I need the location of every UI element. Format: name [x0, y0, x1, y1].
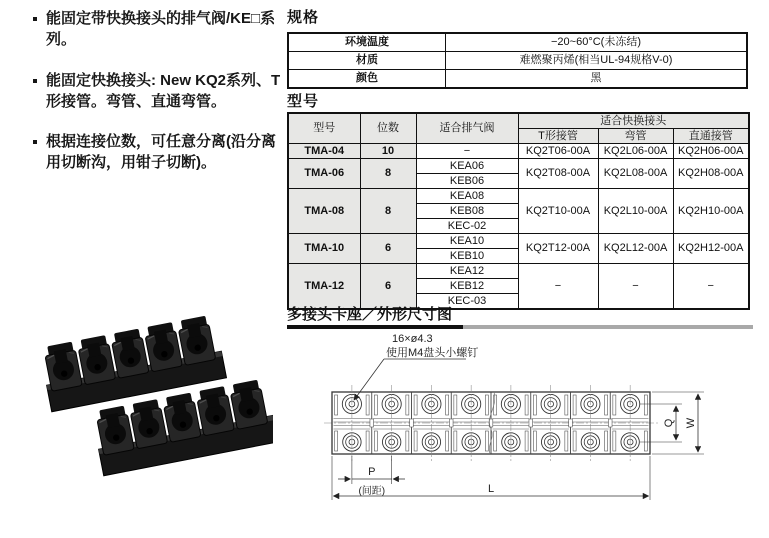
- cell-valve: KEC-03: [416, 294, 518, 310]
- table-row: [288, 52, 747, 70]
- spec-section-title: 规格: [287, 9, 320, 26]
- dim-p-label: P: [368, 466, 376, 478]
- outline-section-title: 多接头卡座／外形尺寸图: [287, 306, 453, 323]
- bullet-icon: [33, 140, 37, 144]
- model-section-title: 型号: [287, 93, 320, 110]
- spec-label: 环境温度: [288, 33, 446, 52]
- screw-label: 使用M4盘头小螺钉: [386, 347, 479, 359]
- dim-p-sub-label: (间距): [358, 486, 386, 497]
- spec-table: [287, 32, 748, 89]
- title-underline-gray: [463, 325, 753, 329]
- col-header-positions: 位数: [360, 113, 416, 144]
- cell-positions: 6: [360, 264, 416, 310]
- cell-valve: −: [416, 144, 518, 159]
- dim-q-label: Q: [663, 418, 675, 428]
- dimension-p: [338, 456, 405, 497]
- cell-valve: KEB06: [416, 174, 518, 189]
- spec-label: 材质: [288, 52, 446, 70]
- cell-tee: KQ2T06-00A: [518, 144, 598, 159]
- spec-value: 黑: [446, 70, 748, 89]
- cell-model: TMA-06: [288, 159, 360, 189]
- cell-straight: KQ2H12-00A: [673, 234, 749, 264]
- holder-strip-photo-back: [39, 314, 226, 412]
- cell-valve: KEA12: [416, 264, 518, 279]
- table-row: [288, 189, 749, 204]
- col-header-model: 型号: [288, 113, 360, 144]
- cell-elbow: KQ2L12-00A: [598, 234, 673, 264]
- cell-elbow: KQ2L08-00A: [598, 159, 673, 189]
- feature-item: [33, 70, 283, 113]
- cell-positions: 8: [360, 159, 416, 189]
- bullet-icon: [33, 79, 37, 83]
- holder-strip-front-view: [324, 385, 658, 461]
- cell-valve: KEC-02: [416, 219, 518, 234]
- feature-text: 根据连接位数，可任意分离(沿分离用切断沟，用钳子切断)。: [46, 133, 276, 172]
- spec-label: 颜色: [288, 70, 446, 89]
- cell-elbow: −: [598, 264, 673, 310]
- cell-model: TMA-08: [288, 189, 360, 234]
- cell-valve: KEB10: [416, 249, 518, 264]
- cell-straight: −: [673, 264, 749, 310]
- cell-positions: 10: [360, 144, 416, 159]
- col-header-valve: 适合排气阀: [416, 113, 518, 144]
- feature-item: [33, 8, 283, 51]
- col-header-elbow: 弯管: [598, 129, 673, 144]
- dimension-drawing: [288, 330, 758, 530]
- dimension-w: [652, 392, 704, 454]
- cell-elbow: KQ2L06-00A: [598, 144, 673, 159]
- feature-item: [33, 131, 283, 174]
- title-underline-black: [287, 325, 463, 329]
- bullet-icon: [33, 17, 37, 21]
- cell-straight: KQ2H08-00A: [673, 159, 749, 189]
- feature-text: 能固定带快换接头的排气阀/KE□系列。: [46, 10, 276, 49]
- cell-tee: −: [518, 264, 598, 310]
- cell-model: TMA-04: [288, 144, 360, 159]
- table-row: [288, 159, 749, 174]
- cell-valve: KEB08: [416, 204, 518, 219]
- col-header-fittings-group: 适合快换接头: [518, 113, 749, 129]
- cell-valve: KEA06: [416, 159, 518, 174]
- cell-elbow: KQ2L10-00A: [598, 189, 673, 234]
- table-header-row: [288, 113, 749, 129]
- dim-l-label: L: [487, 483, 495, 495]
- table-row: [288, 70, 747, 89]
- dim-w-label: W: [685, 417, 697, 429]
- feature-text: 能固定快换接头: New KQ2系列、T形接管。弯管、直通弯管。: [46, 71, 281, 110]
- spec-value: 难燃聚丙烯(相当UL-94规格V-0): [446, 52, 748, 70]
- cell-positions: 8: [360, 189, 416, 234]
- table-row: [288, 264, 749, 279]
- cell-positions: 6: [360, 234, 416, 264]
- table-row: [288, 144, 749, 159]
- cell-tee: KQ2T10-00A: [518, 189, 598, 234]
- feature-list: [33, 8, 283, 193]
- spec-value: −20~60°C(未冻结): [446, 33, 748, 52]
- table-row: [288, 33, 747, 52]
- cell-model: TMA-10: [288, 234, 360, 264]
- cell-tee: KQ2T12-00A: [518, 234, 598, 264]
- callout-mounting-holes: [354, 333, 478, 400]
- table-row: [288, 234, 749, 249]
- model-table: [287, 112, 750, 310]
- cell-model: TMA-12: [288, 264, 360, 310]
- col-header-tee: T形接管: [518, 129, 598, 144]
- cell-straight: KQ2H10-00A: [673, 189, 749, 234]
- col-header-straight: 直通接管: [673, 129, 749, 144]
- cell-valve: KEA10: [416, 234, 518, 249]
- cell-valve: KEA08: [416, 189, 518, 204]
- holes-label: 16×ø4.3: [392, 333, 433, 345]
- cell-straight: KQ2H06-00A: [673, 144, 749, 159]
- cell-valve: KEB12: [416, 279, 518, 294]
- product-photo: [33, 298, 273, 493]
- cell-tee: KQ2T08-00A: [518, 159, 598, 189]
